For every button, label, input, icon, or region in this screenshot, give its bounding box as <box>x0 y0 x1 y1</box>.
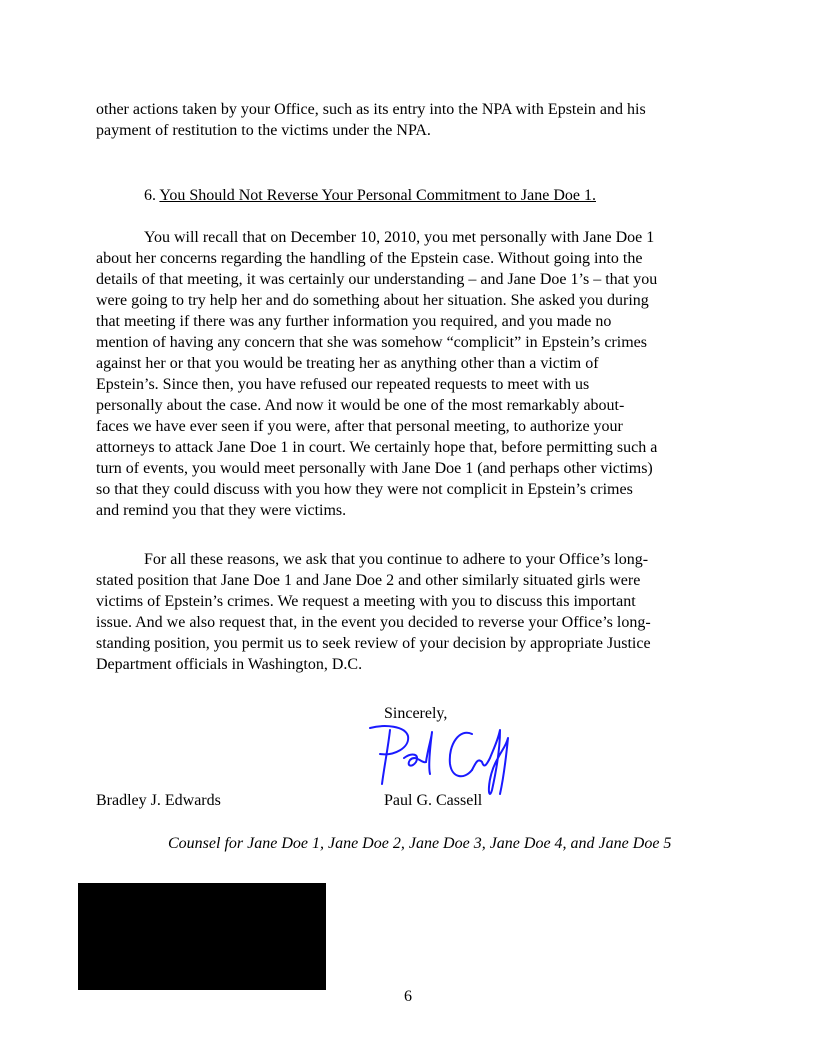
section-number: 6. <box>144 187 156 204</box>
body-line: that meeting if there was any further information you required, and you made no <box>96 313 612 330</box>
body-line: against her or that you would be treating her as anything other than a victim of <box>96 355 599 372</box>
page-number: 6 <box>404 988 412 1005</box>
body-line: For all these reasons, we ask that you continue to adhere to your Office’s long- <box>144 551 649 568</box>
body-line: attorneys to attack Jane Doe 1 in court. We certainly hope that, before permitting such a <box>96 439 658 456</box>
body-line: personally about the case. And now it would be one of the most remarkably about- <box>96 397 625 414</box>
section-title: You Should Not Reverse Your Personal Commitment to Jane Doe 1. <box>159 187 596 204</box>
body-line: stated position that Jane Doe 1 and Jane Doe 2 and other similarly situated girls were <box>96 572 641 589</box>
body-line: You will recall that on December 10, 2010, you met personally with Jane Doe 1 <box>144 229 655 246</box>
redaction-block <box>78 883 326 990</box>
body-line: Department officials in Washington, D.C. <box>96 656 363 673</box>
closing: Sincerely, <box>384 705 448 722</box>
body-line: other actions taken by your Office, such as its entry into the NPA with Epstein and his <box>96 101 646 118</box>
body-line: faces we have ever seen if you were, after that personal meeting, to authorize your <box>96 418 623 435</box>
body-line: victims of Epstein’s crimes. We request a meeting with you to discuss this important <box>96 593 636 610</box>
body-line: details of that meeting, it was certainly our understanding – and Jane Doe 1’s – that you <box>96 271 658 288</box>
body-line: payment of restitution to the victims under the NPA. <box>96 122 431 139</box>
signer-left: Bradley J. Edwards <box>96 792 221 809</box>
body-line: mention of having any concern that she was somehow “complicit” in Epstein’s crimes <box>96 334 647 351</box>
body-line: turn of events, you would meet personally with Jane Doe 1 (and perhaps other victims) <box>96 460 653 477</box>
body-line: about her concerns regarding the handling of the Epstein case. Without going into the <box>96 250 643 267</box>
body-line: issue. And we also request that, in the event you decided to reverse your Office’s long- <box>96 614 651 631</box>
body-line: Epstein’s. Since then, you have refused our repeated requests to meet with us <box>96 376 590 393</box>
counsel-line: Counsel for Jane Doe 1, Jane Doe 2, Jane Doe 3, Jane Doe 4, and Jane Doe 5 <box>168 835 672 852</box>
body-line: so that they could discuss with you how they were not complicit in Epstein’s crimes <box>96 481 633 498</box>
section-heading <box>144 185 768 206</box>
signer-right: Paul G. Cassell <box>384 792 483 809</box>
body-line: were going to try help her and do something about her situation. She asked you during <box>96 292 649 309</box>
body-line: standing position, you permit us to seek review of your decision by appropriate Justice <box>96 635 651 652</box>
body-line: and remind you that they were victims. <box>96 502 347 519</box>
